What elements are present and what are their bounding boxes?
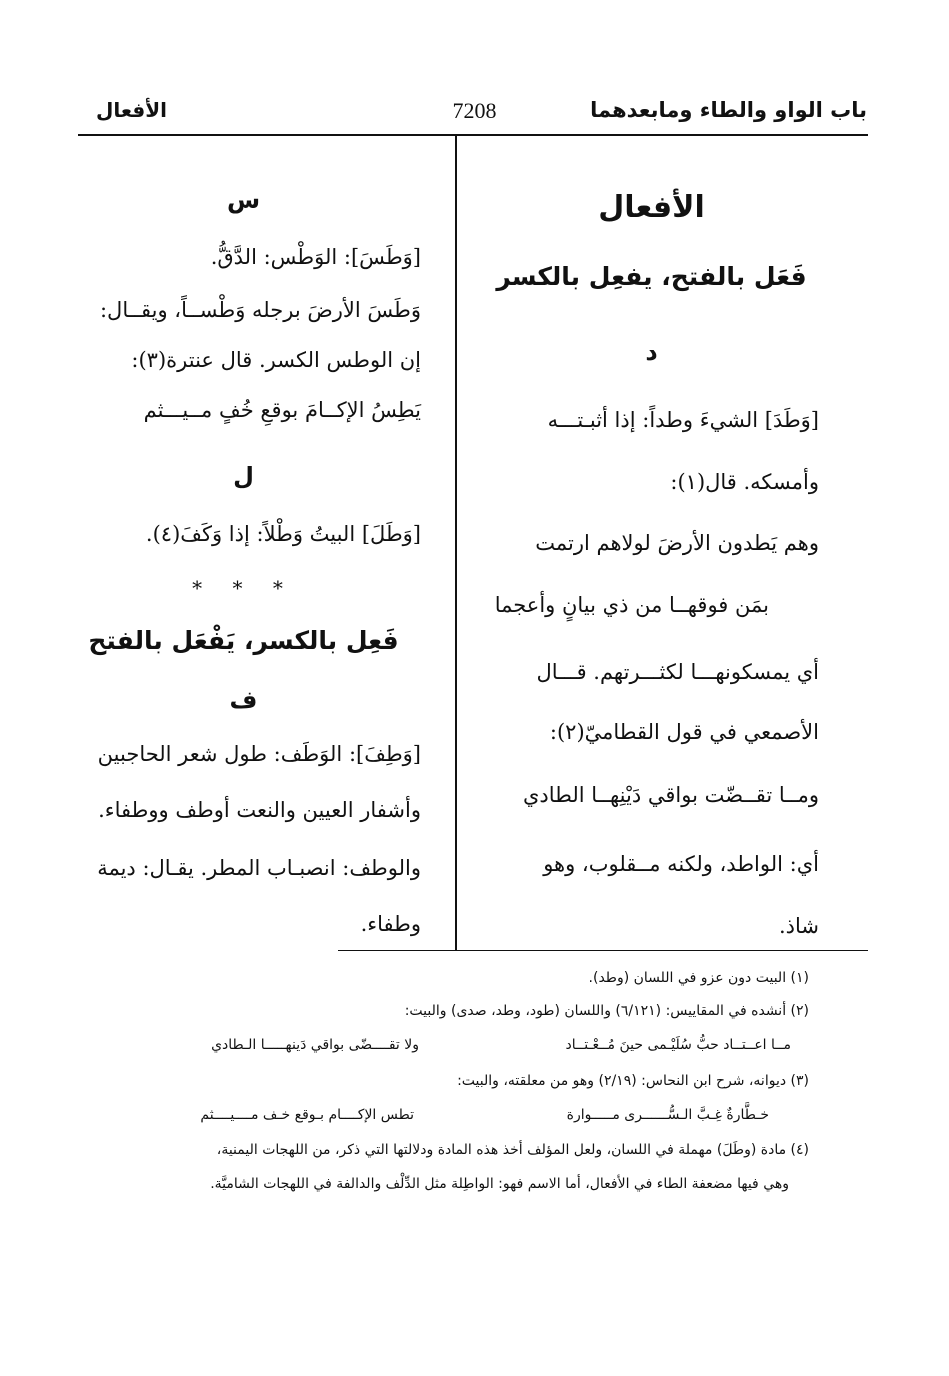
entry-line: [وَطَسَ]: الوَطْس: الدَّقُّ. — [210, 245, 421, 269]
running-title-right: باب الواو والطاء ومابعدهما — [590, 98, 867, 122]
verse-line: وهم يَطدون الأرضَ لولاهم ارتمت — [535, 531, 819, 555]
letter-heading-fa: ف — [229, 686, 258, 714]
section-separator: * * * — [192, 576, 295, 600]
footnote: (٤) مادة (وطَلَ) مهملة في اللسان، ولعل المؤلف أخذ هذه المادة ودلالتها التي ذكر، من اللهجات اليمنية، — [216, 1142, 809, 1158]
running-title-left: الأفعال — [96, 98, 167, 122]
section-subheading: فَعَل بالفتح، يفعِل بالكسر — [496, 262, 807, 291]
entry-line: أي يمسكونهـــا لكثـــرتهم. قـــال — [536, 660, 819, 684]
footnote: (٢) أنشده في المقاييس: (٦/١٢١) واللسان (طود، وطد، صدى) والبيت: — [404, 1003, 809, 1019]
letter-heading-sin: س — [226, 186, 261, 214]
header-rule — [78, 134, 868, 136]
footnote-verse: مــا اعــتــاد حبُّ سُلَيْـمى حينَ مُــعْـتــاد — [565, 1037, 791, 1053]
footnote-verse: ولا تقــــضّى بواقي دَينهـــــا الـطادي — [211, 1037, 419, 1053]
entry-line: إن الوطس الكسر. قال عنترة(٣): — [131, 348, 421, 372]
letter-heading-lam: ل — [233, 462, 254, 490]
entry-line: [وَطَلَ] البيتُ وَطْلاً: إذا وَكَفَ(٤). — [145, 522, 421, 546]
footnote-verse: تطس الإكــــام بـوقع خـف مــــيــــثم — [200, 1107, 414, 1123]
entry-line: [وَطِفَ]: الوَطَف: طول شعر الحاجبين — [97, 742, 421, 766]
footnote: وهي فيها مضعفة الطاء في الأفعال، أما الاسم فهو: الواطِلة مثل الدِّلْف والدالفة في اللهجات الشاميَّة. — [210, 1176, 789, 1192]
section-heading: الأفعال — [598, 190, 705, 225]
page-number: 7208 — [452, 98, 497, 123]
verse-line: بمَن فوقهــا من ذي بيانٍ وأعجما — [494, 593, 769, 617]
entry-line: أي: الواطد، ولكنه مــقلوب، وهو — [543, 852, 819, 876]
footnote-verse: خـطَّارةٌ غِـبَّ الـسُّــــــرى مـــــوارة — [566, 1107, 769, 1123]
entry-line: وطفاء. — [360, 912, 421, 936]
footnote-rule — [338, 950, 868, 951]
entry-line: وأشفار العيين والنعت أوطف ووطفاء. — [98, 798, 421, 822]
entry-line: وَطَسَ الأرضَ برجله وَطْســاً، ويقــال: — [99, 298, 421, 322]
verse-line: يَطِسُ الإكــامَ بوقعِ خُفٍ مــيـــثم — [143, 398, 421, 422]
letter-heading-dal: د — [645, 338, 658, 366]
entry-line: وأمسكه. قال(١): — [670, 470, 819, 494]
column-divider — [455, 136, 457, 950]
verse-line: ومــا تقــضّت بواقي دَيْنِهــا الطادي — [522, 783, 819, 807]
entry-line: الأصمعي في قول القطاميّ(٢): — [549, 720, 819, 744]
footnote: (١) البيت دون عزو في اللسان (وطد). — [588, 970, 809, 986]
entry-line: والوطف: انصبـاب المطر. يقـال: ديمة — [97, 856, 421, 880]
entry-line: شاذ. — [778, 914, 819, 938]
footnote: (٣) ديوانه، شرح ابن النحاس: (٢/١٩) وهو من معلقته، والبيت: — [457, 1073, 809, 1089]
section-subheading: فَعِل بالكسر، يَفْعَل بالفتح — [88, 626, 399, 655]
entry-line: [وَطَدَ] الشيءَ وطداً: إذا أثبـتـــه — [547, 408, 819, 432]
